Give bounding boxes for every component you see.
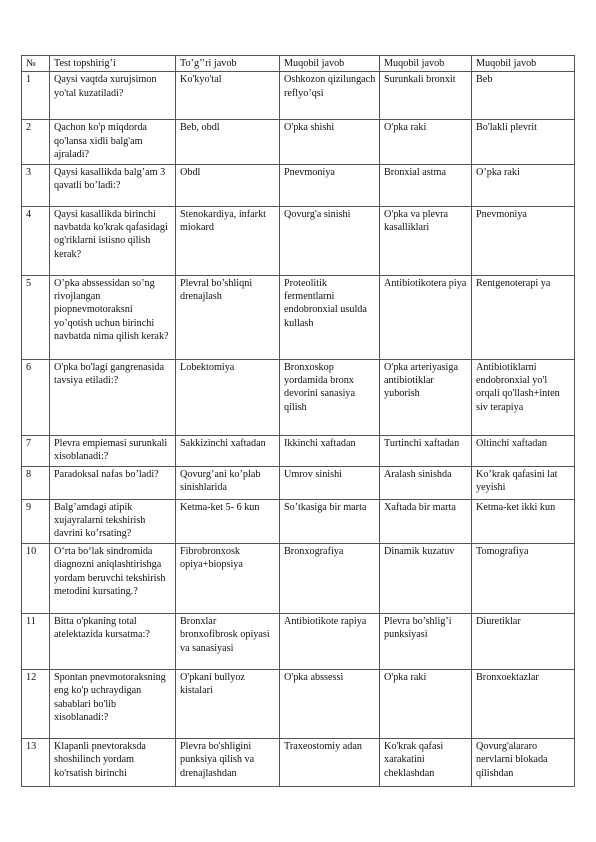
question-cell: Spontan pnevmotoraksning eng ko'p uchraydigan sabablari bo'lib xisoblanadi:? (50, 669, 176, 738)
alternative-answer-cell: Bronxografiya (280, 543, 380, 613)
table-row (22, 72, 575, 120)
correct-answer-cell: Ketma-ket 5- 6 kun (176, 499, 280, 543)
correct-answer-cell: O'pkani bullyoz kistalari (176, 669, 280, 738)
alternative-answer-cell: Ko’krak qafasini lat yeyishi (472, 466, 575, 499)
correct-answer-cell: Stenokardiya, infarkt miokard (176, 206, 280, 275)
header-question: Test topshirig’i (50, 56, 176, 72)
correct-answer-cell: Qovurg’ani ko’plab sinishlarida (176, 466, 280, 499)
alternative-answer-cell: Aralash sinishda (380, 466, 472, 499)
header-correct-answer: To’g’’ri javob (176, 56, 280, 72)
alternative-answer-cell: Qovurg'a sinishi (280, 206, 380, 275)
alternative-answer-cell: Bronxoskop yordamida bronx devorini sanasiya qilish (280, 359, 380, 435)
row-number: 11 (22, 613, 50, 669)
alternative-answer-cell: Bo'lakli plevrit (472, 120, 575, 164)
table-row (22, 435, 575, 466)
alternative-answer-cell: Xaftada bir marta (380, 499, 472, 543)
alternative-answer-cell: Beb (472, 72, 575, 120)
table-row (22, 275, 575, 359)
alternative-answer-cell: Ikkinchi xaftadan (280, 435, 380, 466)
alternative-answer-cell: Proteolitik fermentlarni endobronxial usulda kullash (280, 275, 380, 359)
alternative-answer-cell: Diuretiklar (472, 613, 575, 669)
alternative-answer-cell: O'pka abssessi (280, 669, 380, 738)
question-cell: Qaysi kasallikda birinchi navbatda ko'krak qafasidagi og'riklarni istisno qilish kerak? (50, 206, 176, 275)
table-row (22, 613, 575, 669)
correct-answer-cell: Fibrobronxosk opiya+biopsiya (176, 543, 280, 613)
alternative-answer-cell: Surunkali bronxit (380, 72, 472, 120)
alternative-answer-cell: Pnevmoniya (472, 206, 575, 275)
question-cell: Qachon ko'p miqdorda qo'lansa xidli balg'am ajraladi? (50, 120, 176, 164)
header-alternative-answer-2: Muqobil javob (380, 56, 472, 72)
row-number: 2 (22, 120, 50, 164)
question-cell: Qaysi kasallikda balg’am 3 qavatli bo’ladi:? (50, 164, 176, 206)
test-questions-table (21, 55, 575, 787)
alternative-answer-cell: Turtinchi xaftadan (380, 435, 472, 466)
correct-answer-cell: Lobektomiya (176, 359, 280, 435)
alternative-answer-cell: Antibiotikotera piya (380, 275, 472, 359)
row-number: 12 (22, 669, 50, 738)
header-alternative-answer-3: Muqobil javob (472, 56, 575, 72)
alternative-answer-cell: Pnevmoniya (280, 164, 380, 206)
alternative-answer-cell: O'pka va plevra kasalliklari (380, 206, 472, 275)
alternative-answer-cell: O’pka raki (472, 164, 575, 206)
question-cell: Paradoksal nafas bo’ladi? (50, 466, 176, 499)
table-row (22, 738, 575, 786)
correct-answer-cell: Obdl (176, 164, 280, 206)
row-number: 5 (22, 275, 50, 359)
row-number: 7 (22, 435, 50, 466)
correct-answer-cell: Ko'kyo'tal (176, 72, 280, 120)
alternative-answer-cell: Antibiotiklarni endobronxial yo'l orqali qo'llash+inten siv terapiya (472, 359, 575, 435)
row-number: 10 (22, 543, 50, 613)
alternative-answer-cell: O'pka raki (380, 669, 472, 738)
table-row (22, 543, 575, 613)
row-number: 13 (22, 738, 50, 786)
correct-answer-cell: Bronxlar bronxofibrosk opiyasi va sanasiyasi (176, 613, 280, 669)
row-number: 8 (22, 466, 50, 499)
alternative-answer-cell: O'pka raki (380, 120, 472, 164)
alternative-answer-cell: Umrov sinishi (280, 466, 380, 499)
alternative-answer-cell: Plevra bo’shlig’i punksiyasi (380, 613, 472, 669)
alternative-answer-cell: Traxeostomiy adan (280, 738, 380, 786)
alternative-answer-cell: So’tkasiga bir marta (280, 499, 380, 543)
question-cell: Klapanli pnevtoraksda shoshilinch yordam ko'rsatish birinchi (50, 738, 176, 786)
table-row (22, 466, 575, 499)
question-cell: Qaysi vaqtda xurujsimon yo'tal kuzatiladi? (50, 72, 176, 120)
alternative-answer-cell: Dinamik kuzatuv (380, 543, 472, 613)
row-number: 3 (22, 164, 50, 206)
alternative-answer-cell: Bronxoektazlar (472, 669, 575, 738)
table-row (22, 206, 575, 275)
row-number: 4 (22, 206, 50, 275)
alternative-answer-cell: O'pka arteriyasiga antibiotiklar yuborish (380, 359, 472, 435)
correct-answer-cell: Plevral bo’shliqni drenajlash (176, 275, 280, 359)
alternative-answer-cell: Ko'krak qafasi xarakatini cheklashdan (380, 738, 472, 786)
table-row (22, 164, 575, 206)
question-cell: O‘rta bo‘lak sindromida diagnozni aniqlashtirishga yordam beruvchi tekshirish metodini kursating.? (50, 543, 176, 613)
header-alternative-answer-1: Muqobil javob (280, 56, 380, 72)
alternative-answer-cell: Oshkozon qizilungach reflyo’qsi (280, 72, 380, 120)
table-row (22, 120, 575, 164)
correct-answer-cell: Beb, obdl (176, 120, 280, 164)
alternative-answer-cell: Qovurg'alararo nervlarni blokada qilishdan (472, 738, 575, 786)
alternative-answer-cell: Tomografiya (472, 543, 575, 613)
table-row (22, 359, 575, 435)
row-number: 6 (22, 359, 50, 435)
alternative-answer-cell: Rentgenoterapi ya (472, 275, 575, 359)
question-cell: Plevra empiemasi surunkali xisoblanadi:? (50, 435, 176, 466)
table-row (22, 499, 575, 543)
alternative-answer-cell: Ketma-ket ikki kun (472, 499, 575, 543)
alternative-answer-cell: Oltinchi xaftadan (472, 435, 575, 466)
question-cell: O'pka bo'lagi gangrenasida tavsiya etiladi:? (50, 359, 176, 435)
question-cell: Bitta o'pkaning total atelektazida kursatma:? (50, 613, 176, 669)
table-header-row (22, 56, 575, 72)
row-number: 1 (22, 72, 50, 120)
alternative-answer-cell: Bronxial astma (380, 164, 472, 206)
question-cell: Balg’amdagi atipik xujayralarni tekshirish davrini ko’rsating? (50, 499, 176, 543)
alternative-answer-cell: Antibiotikote rapiya (280, 613, 380, 669)
header-number: № (22, 56, 50, 72)
correct-answer-cell: Sakkizinchi xaftadan (176, 435, 280, 466)
table-row (22, 669, 575, 738)
row-number: 9 (22, 499, 50, 543)
question-cell: O’pka abssessidan so’ng rivojlangan piopnevmotoraksni yo’qotish uchun birinchi navbatda nima qilish kerak? (50, 275, 176, 359)
correct-answer-cell: Plevra bo'shligini punksiya qilish va drenajlashdan (176, 738, 280, 786)
alternative-answer-cell: O'pka shishi (280, 120, 380, 164)
